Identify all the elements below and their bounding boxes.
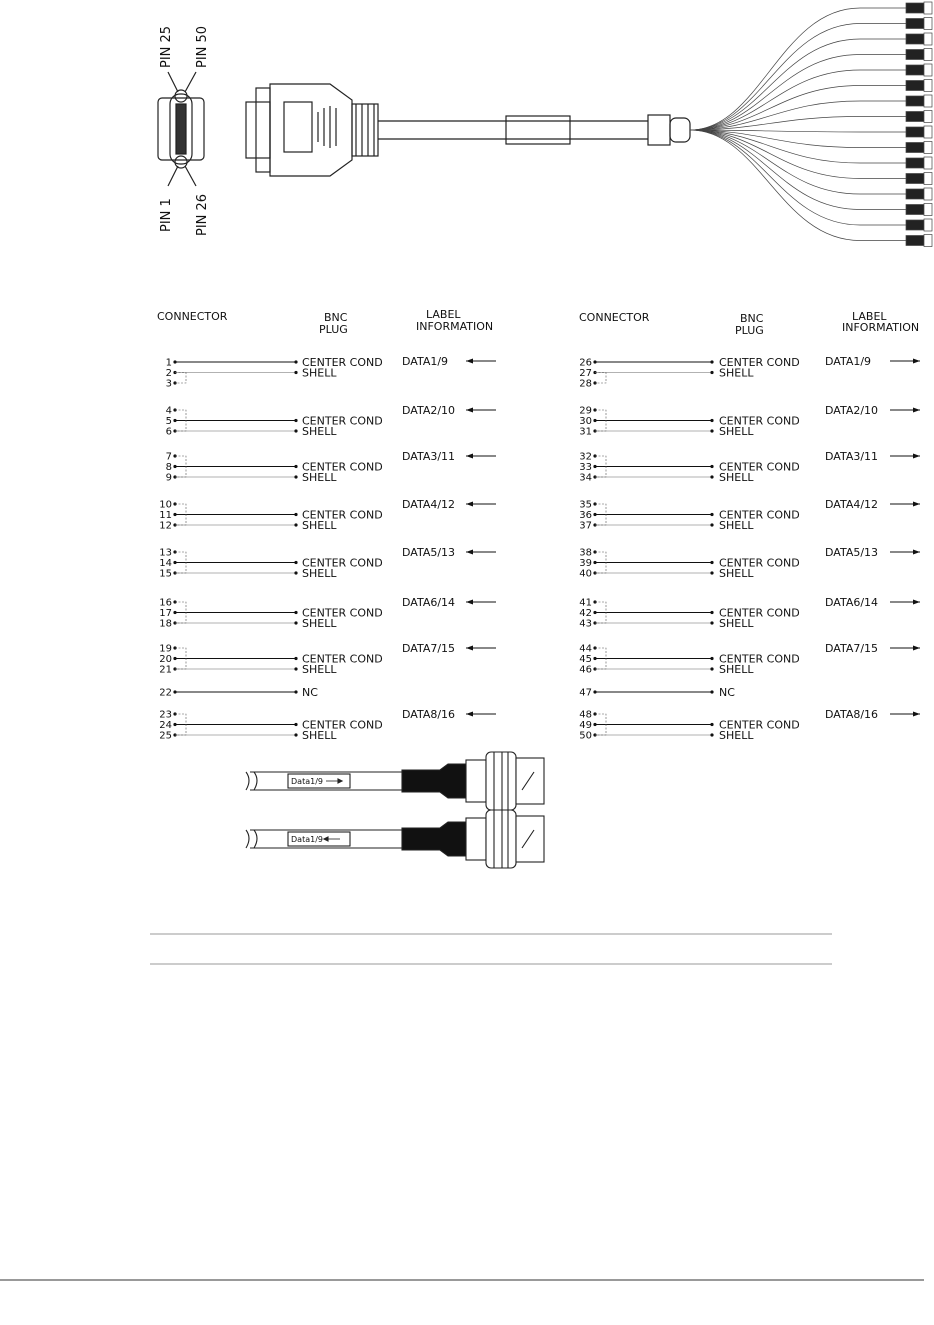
breakout-wire [690, 101, 908, 130]
pin-number: 33 [579, 462, 592, 473]
bnc-plug-cap [924, 188, 932, 200]
breakout-wire [690, 130, 908, 179]
label-info: DATA1/9 [825, 355, 872, 368]
pin25-label: PIN 25 [159, 25, 174, 68]
connector-face-view [158, 72, 204, 186]
pin-number: 31 [579, 426, 592, 438]
bnc-plug-icon [906, 220, 924, 230]
pin-number: 22 [159, 687, 172, 699]
plug-dot [294, 657, 297, 660]
left-headers [157, 308, 493, 336]
ground-jumper [175, 373, 186, 384]
label-info: DATA7/15 [825, 642, 879, 655]
signal-name: SHELL [302, 729, 337, 742]
signal-name: SHELL [719, 729, 754, 742]
plug-dot [710, 690, 713, 693]
bnc-plug-icon [906, 112, 924, 122]
label-info: DATA3/11 [825, 450, 879, 463]
pin-number: 34 [579, 472, 592, 484]
plug-dot [710, 733, 713, 736]
pin-number: 6 [165, 426, 172, 438]
breakout-wire [690, 24, 908, 131]
pin-number: 29 [579, 405, 592, 417]
pin-number: 37 [579, 520, 592, 532]
pin-number: 19 [159, 643, 172, 655]
pin-number: 20 [159, 654, 172, 665]
plug-dot [710, 371, 713, 374]
cable-tag-2: Data1/9 [291, 835, 323, 844]
connector-side-view [246, 84, 378, 176]
arrow-head-icon [913, 550, 920, 555]
pin-number: 24 [159, 720, 172, 731]
bnc-plug-icon [906, 65, 924, 75]
bnc-plug-cap [924, 126, 932, 138]
connector-header: CONNECTOR [579, 311, 650, 324]
bnc-plug-icon [906, 127, 924, 137]
pin-number: 42 [579, 608, 592, 619]
plug-dot [294, 733, 297, 736]
pin-number: 32 [579, 451, 592, 463]
label-info: DATA8/16 [402, 708, 456, 721]
pin-number: 36 [579, 510, 592, 521]
wiring-group [579, 355, 920, 390]
label-info: DATA4/12 [402, 498, 456, 511]
pin-number: 39 [579, 558, 592, 569]
bnc-header-line2: PLUG [735, 324, 764, 337]
pin-number: 17 [159, 608, 172, 619]
signal-name: CENTER COND [719, 556, 800, 570]
pin-number: 15 [159, 568, 172, 580]
label-info: DATA6/14 [402, 596, 456, 609]
signal-name: SHELL [302, 663, 337, 676]
wiring-group [579, 708, 920, 742]
signal-name: NC [719, 686, 735, 699]
pin-number: 3 [165, 378, 172, 390]
bnc-plug-cap [924, 80, 932, 92]
plug-dot [294, 723, 297, 726]
left-wiring-table [159, 355, 496, 742]
plug-dot [294, 465, 297, 468]
label-info: DATA4/12 [825, 498, 879, 511]
signal-name: CENTER COND [302, 414, 383, 428]
plug-dot [294, 667, 297, 670]
wiring-group [166, 404, 496, 438]
plug-dot [710, 571, 713, 574]
breakout-wire [690, 55, 908, 131]
plug-dot [710, 621, 713, 624]
breakout-wire [690, 130, 908, 225]
breakout-wire [690, 130, 908, 241]
pin-number: 23 [159, 709, 172, 721]
signal-name: CENTER COND [719, 606, 800, 620]
signal-name: SHELL [302, 519, 337, 532]
signal-name: CENTER COND [302, 460, 383, 474]
signal-name: SHELL [719, 519, 754, 532]
pin-number: 27 [579, 368, 592, 379]
arrow-head-icon [913, 454, 920, 459]
plug-dot [710, 419, 713, 422]
wiring-group [166, 450, 496, 484]
pin-number: 11 [159, 510, 172, 521]
bnc-plug-cap [924, 235, 932, 247]
signal-name: CENTER COND [302, 606, 383, 620]
wiring-group [579, 596, 920, 630]
pin-number: 28 [579, 378, 592, 390]
bnc-plug-icon [906, 19, 924, 29]
bnc-plug-cap [924, 2, 932, 14]
bnc-plug-icon [906, 81, 924, 91]
signal-name: CENTER COND [719, 356, 800, 369]
breakout-wire [690, 130, 908, 194]
plug-dot [294, 621, 297, 624]
bnc-plug-cap [924, 95, 932, 107]
right-headers [579, 310, 919, 337]
label-header-line1: LABEL [426, 308, 461, 321]
plug-dot [710, 667, 713, 670]
plug-dot [710, 523, 713, 526]
plug-dot [710, 513, 713, 516]
signal-name: CENTER COND [302, 356, 383, 369]
bnc-plug-icon [906, 189, 924, 199]
plug-dot [294, 371, 297, 374]
signal-name: CENTER COND [719, 508, 800, 522]
label-header-line2: INFORMATION [842, 321, 920, 334]
pin-number: 21 [159, 664, 172, 676]
pin1-label: PIN 1 [159, 198, 174, 232]
breakout-fan [690, 2, 932, 247]
arrow-head-icon [913, 600, 920, 605]
signal-name: CENTER COND [302, 652, 383, 666]
pin-number: 5 [165, 416, 172, 427]
plug-dot [294, 571, 297, 574]
bnc-plug-icon [906, 50, 924, 60]
arrow-head-icon [913, 646, 920, 651]
cable-tag-1: Data1/9 [291, 777, 323, 786]
bnc-plug-cap [924, 157, 932, 169]
plug-dot [294, 611, 297, 614]
pin-number: 12 [159, 520, 172, 532]
signal-name: NC [302, 686, 318, 699]
pin-number: 26 [579, 357, 592, 369]
wiring-group [579, 498, 920, 532]
arrow-head-icon [466, 550, 473, 555]
label-info: DATA1/9 [402, 355, 449, 368]
pin-number: 10 [159, 499, 172, 511]
pin-number: 7 [165, 451, 172, 463]
label-info: DATA6/14 [825, 596, 879, 609]
plug-dot [710, 723, 713, 726]
arrow-head-icon [466, 408, 473, 413]
pin-number: 13 [159, 547, 172, 559]
wiring-group [159, 546, 496, 580]
wiring-group [579, 450, 920, 484]
pin-number: 35 [579, 499, 592, 511]
pin-number: 8 [165, 462, 172, 473]
bnc-header-line1: BNC [740, 312, 764, 325]
signal-name: SHELL [719, 617, 754, 630]
signal-name: CENTER COND [302, 718, 383, 732]
connector-header: CONNECTOR [157, 310, 228, 323]
pin-number: 1 [165, 357, 172, 369]
wiring-group [159, 686, 318, 699]
plug-dot [294, 429, 297, 432]
arrow-head-icon [913, 502, 920, 507]
pin-number: 43 [579, 618, 592, 630]
label-info: DATA2/10 [402, 404, 456, 417]
bnc-plug-icon [906, 158, 924, 168]
label-info: DATA7/15 [402, 642, 456, 655]
bnc-plug-icon [906, 143, 924, 153]
bnc-plug-cap [924, 219, 932, 231]
signal-name: SHELL [302, 366, 337, 380]
pin-number: 14 [159, 558, 172, 569]
plug-dot [294, 513, 297, 516]
pin-number: 38 [579, 547, 592, 559]
signal-name: CENTER COND [719, 414, 800, 428]
plug-dot [710, 657, 713, 660]
signal-name: SHELL [719, 567, 754, 580]
wiring-group [579, 404, 920, 438]
signal-name: CENTER COND [719, 652, 800, 666]
bnc-plug-icon [906, 3, 924, 13]
breakout-wire [690, 130, 908, 210]
plug-dot [710, 465, 713, 468]
signal-name: SHELL [719, 663, 754, 676]
bnc-header-line1: BNC [324, 311, 348, 324]
label-info: DATA2/10 [825, 404, 879, 417]
bnc-plug-icon [906, 174, 924, 184]
plug-dot [294, 475, 297, 478]
signal-name: SHELL [302, 567, 337, 580]
signal-name: SHELL [302, 471, 337, 484]
plug-dot [710, 561, 713, 564]
arrow-head-icon [466, 359, 473, 364]
pin-number: 50 [579, 730, 592, 742]
pin26-label: PIN 26 [195, 193, 210, 236]
wiring-group [159, 498, 496, 532]
pin-number: 40 [579, 568, 592, 580]
signal-name: SHELL [719, 425, 754, 438]
pin-number: 46 [579, 664, 592, 676]
bnc-plug-cap [924, 33, 932, 45]
arrow-head-icon [913, 359, 920, 364]
pin-number: 48 [579, 709, 592, 721]
pin-number: 44 [579, 643, 592, 655]
bnc-plug-cap [924, 18, 932, 30]
arrow-head-icon [466, 712, 473, 717]
plug-dot [294, 419, 297, 422]
arrow-head-icon [913, 408, 920, 413]
pin-number: 16 [159, 597, 172, 609]
plug-dot [294, 360, 297, 363]
signal-name: CENTER COND [302, 556, 383, 570]
wiring-group [166, 355, 496, 390]
wiring-group [579, 686, 735, 699]
bnc-plug-cap [924, 173, 932, 185]
arrow-head-icon [466, 646, 473, 651]
plug-dot [710, 429, 713, 432]
label-header-line1: LABEL [852, 310, 887, 323]
plug-dot [294, 523, 297, 526]
bnc-plug-cap [924, 142, 932, 154]
plug-dot [294, 561, 297, 564]
arrow-head-icon [913, 712, 920, 717]
bnc-plug-icon [906, 236, 924, 246]
bnc-plug-cap [924, 49, 932, 61]
pin-number: 25 [159, 730, 172, 742]
pin-number: 41 [579, 597, 592, 609]
wiring-group [579, 642, 920, 676]
bnc-plug-cap [924, 64, 932, 76]
pin-number: 49 [579, 720, 592, 731]
pin50-label: PIN 50 [195, 25, 210, 68]
label-info: DATA3/11 [402, 450, 456, 463]
arrow-head-icon [466, 502, 473, 507]
wiring-group [159, 596, 496, 630]
label-header-line2: INFORMATION [416, 320, 494, 333]
label-info: DATA5/13 [402, 546, 456, 559]
bnc-plug-cap [924, 111, 932, 123]
arrow-head-icon [466, 454, 473, 459]
cable-body [378, 115, 690, 145]
plug-dot [710, 475, 713, 478]
signal-name: SHELL [719, 471, 754, 484]
pin-number: 47 [579, 687, 592, 699]
wiring-group [579, 546, 920, 580]
wiring-group [159, 642, 496, 676]
bnc-plug-icon [906, 34, 924, 44]
bnc-plug-cap [924, 204, 932, 216]
signal-name: SHELL [302, 425, 337, 438]
plug-dot [294, 690, 297, 693]
breakout-wire [690, 8, 908, 130]
signal-name: CENTER COND [719, 718, 800, 732]
signal-name: SHELL [302, 617, 337, 630]
bnc-plug-icon [906, 205, 924, 215]
bnc-header-line2: PLUG [319, 323, 348, 336]
label-info: DATA8/16 [825, 708, 879, 721]
label-info: DATA5/13 [825, 546, 879, 559]
ground-jumper [595, 373, 606, 384]
pin-number: 9 [165, 472, 172, 484]
signal-name: SHELL [719, 366, 754, 380]
wiring-group [159, 708, 496, 742]
pin-number: 18 [159, 618, 172, 630]
signal-name: CENTER COND [719, 460, 800, 474]
bnc-plug-icon [906, 96, 924, 106]
arrow-head-icon [466, 600, 473, 605]
right-wiring-table [579, 355, 920, 742]
pin-number: 45 [579, 654, 592, 665]
pin-number: 30 [579, 416, 592, 427]
signal-name: CENTER COND [302, 508, 383, 522]
pin-number: 2 [165, 368, 172, 379]
plug-dot [710, 360, 713, 363]
pin-number: 4 [165, 405, 172, 417]
plug-dot [710, 611, 713, 614]
